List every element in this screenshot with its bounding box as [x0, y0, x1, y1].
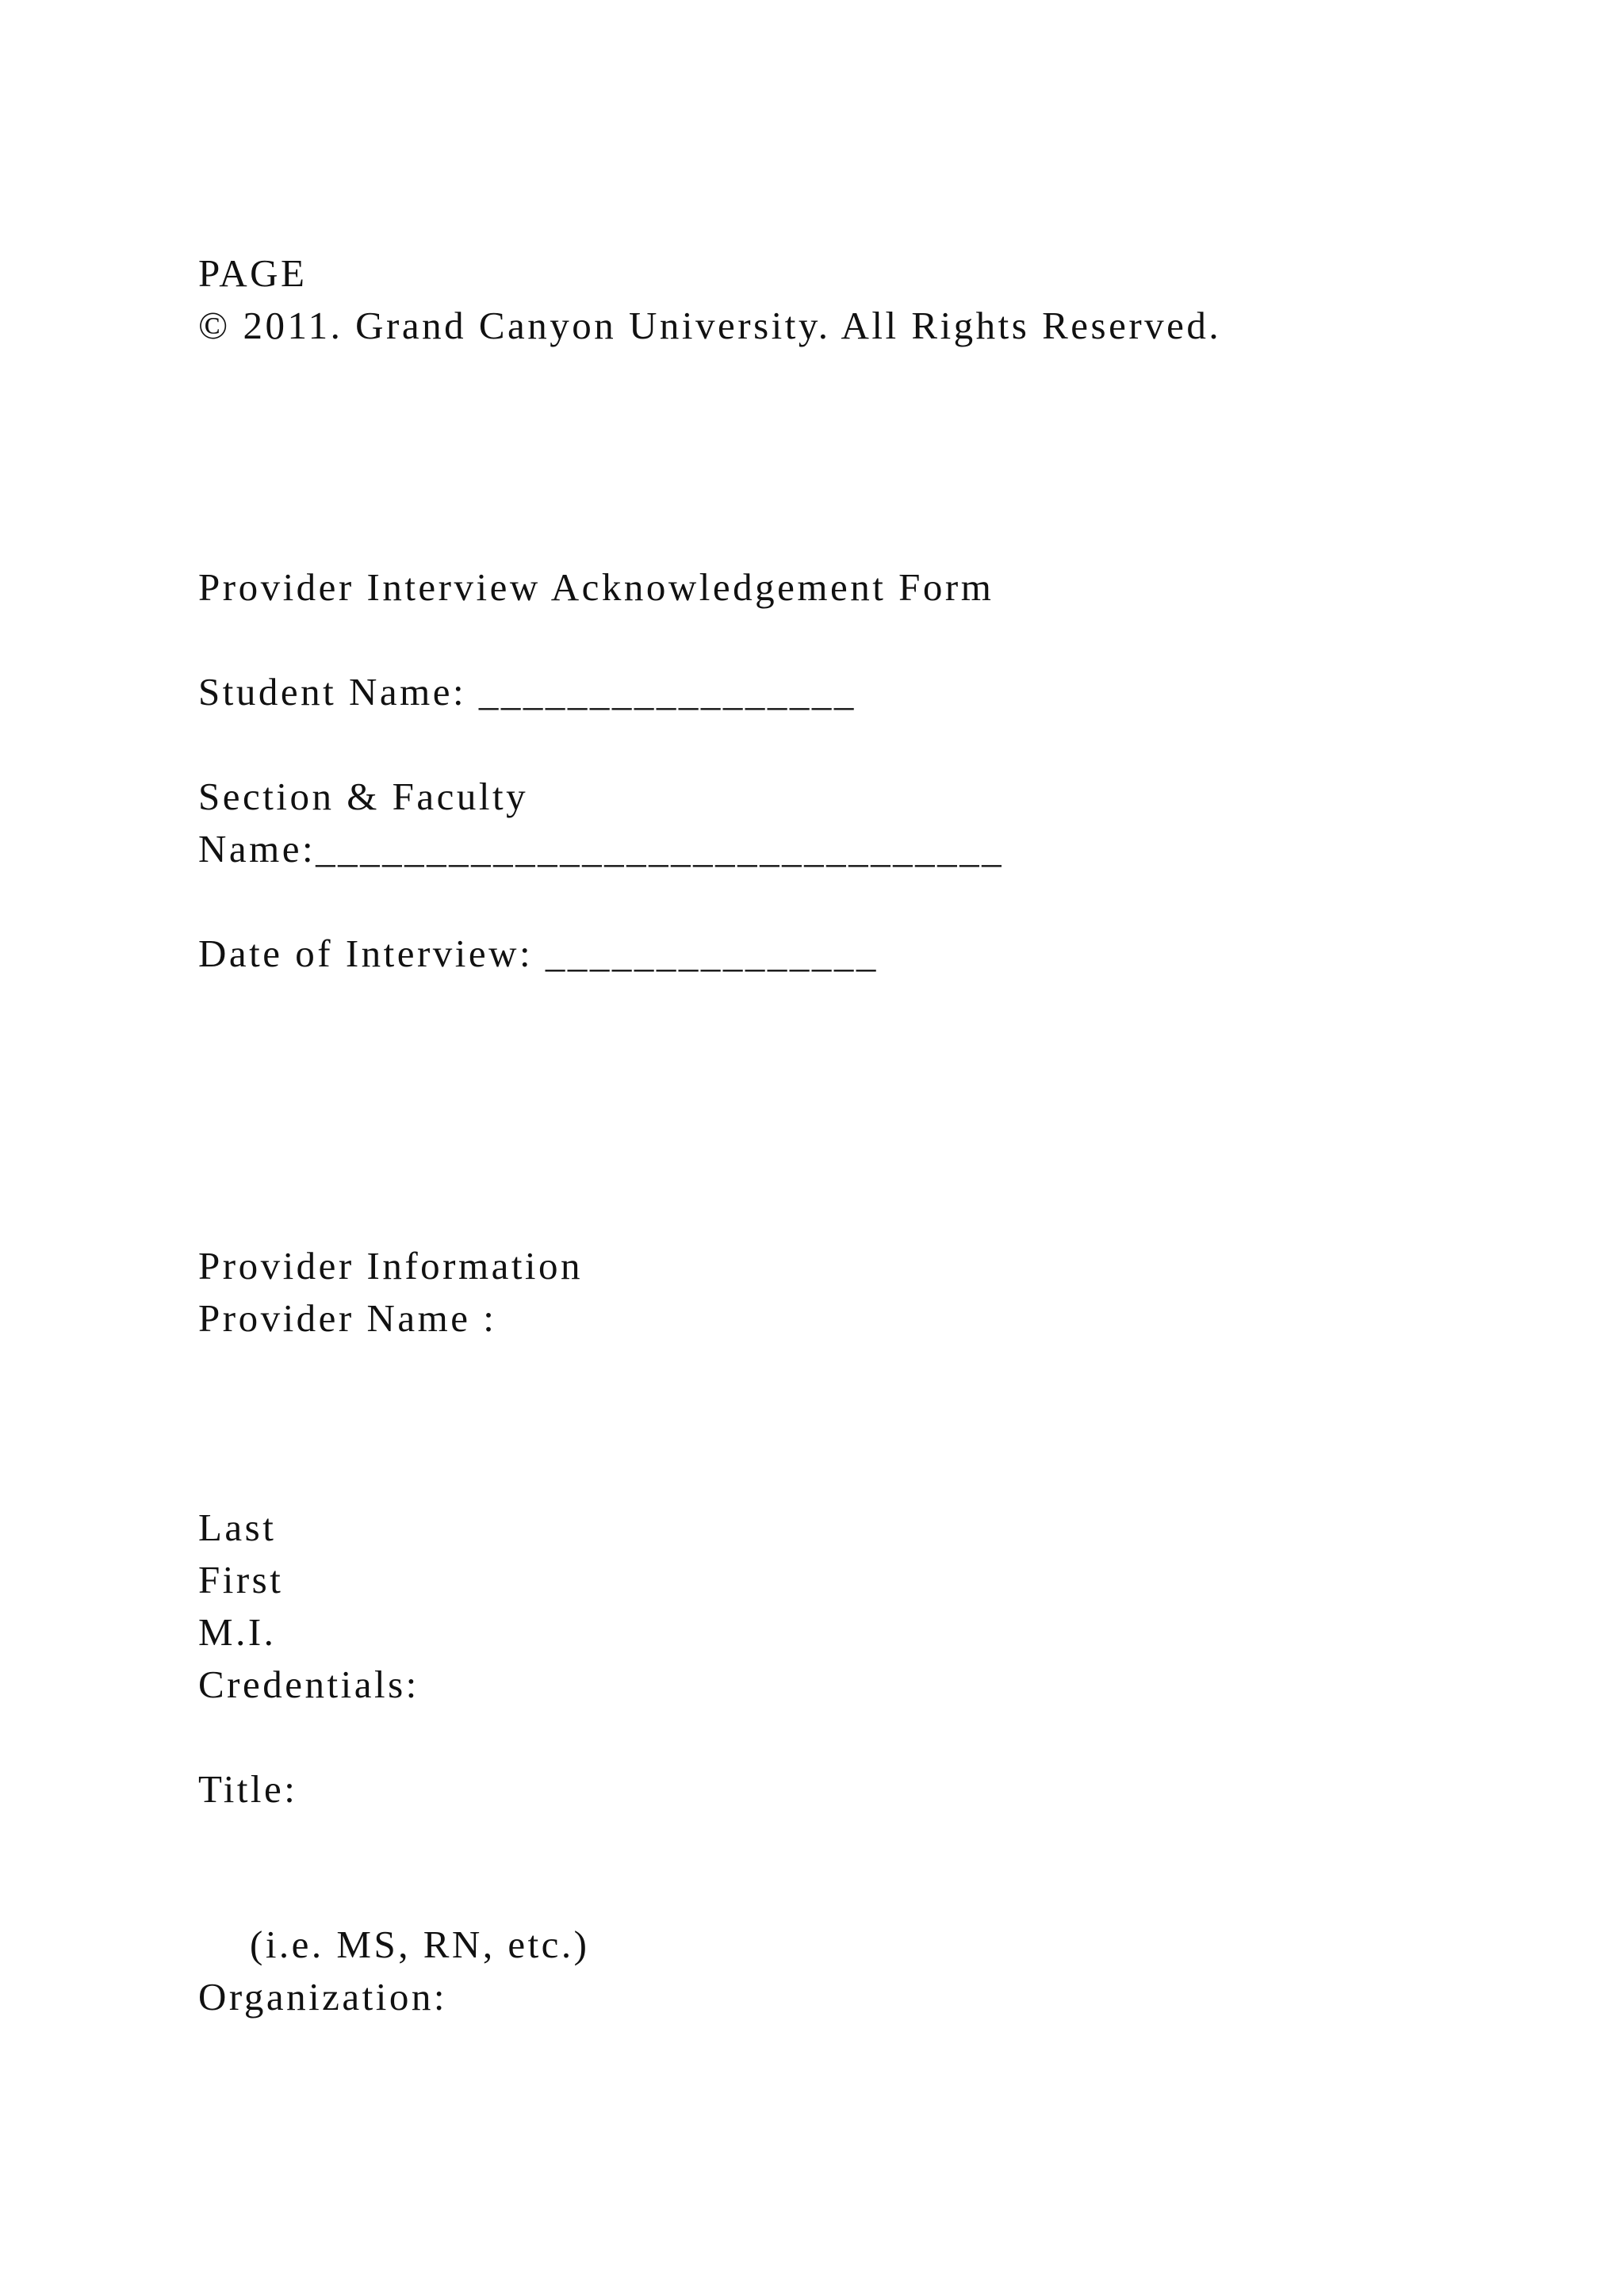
title-label: Title:	[198, 1767, 298, 1811]
page-label: PAGE	[198, 251, 308, 295]
section-faculty-label: Section & Faculty	[198, 775, 529, 818]
middle-initial-label: M.I.	[198, 1610, 277, 1654]
last-label: Last	[198, 1506, 277, 1549]
provider-name-label: Provider Name :	[198, 1296, 497, 1340]
provider-information-heading: Provider Information	[198, 1244, 584, 1288]
copyright-notice: © 2011. Grand Canyon University. All Rights Reserved.	[198, 304, 1222, 347]
student-name-field: Student Name: _________________	[198, 670, 856, 714]
first-label: First	[198, 1558, 284, 1601]
faculty-name-field: Name:_______________________________	[198, 827, 1005, 871]
date-of-interview-field: Date of Interview: _______________	[198, 932, 879, 975]
credentials-label: Credentials:	[198, 1663, 419, 1706]
credentials-hint: (i.e. MS, RN, etc.)	[250, 1923, 590, 1966]
organization-label: Organization:	[198, 1975, 448, 2019]
form-title: Provider Interview Acknowledgement Form	[198, 565, 994, 609]
